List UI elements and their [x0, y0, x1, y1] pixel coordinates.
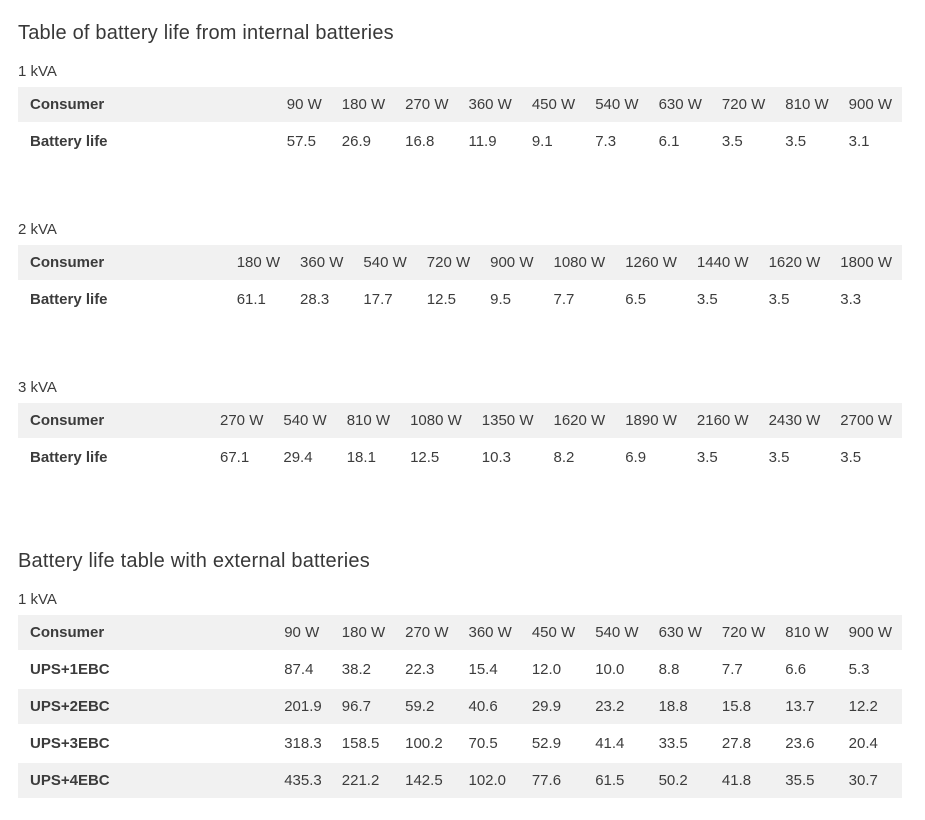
wattage-header-cell: 540 W [585, 615, 648, 651]
consumer-header-cell: Consumer [18, 615, 274, 651]
header-row [18, 245, 902, 281]
battery-life-value-cell: 9.5 [480, 281, 543, 318]
wattage-header-cell: 630 W [649, 615, 712, 651]
table-row [18, 123, 902, 160]
wattage-header-cell: 720 W [712, 87, 775, 123]
battery-life-value-cell: 3.5 [830, 439, 902, 476]
battery-life-value-cell: 61.5 [585, 762, 648, 799]
battery-life-value-cell: 23.6 [775, 725, 838, 762]
battery-life-value-cell: 3.1 [839, 123, 902, 160]
battery-life-value-cell: 38.2 [332, 651, 395, 688]
row-label-cell: UPS+3EBC [18, 725, 274, 762]
wattage-header-cell: 180 W [332, 615, 395, 651]
wattage-header-cell: 2430 W [759, 403, 831, 439]
battery-life-value-cell: 29.4 [273, 439, 336, 476]
wattage-header-cell: 180 W [332, 87, 395, 123]
battery-life-value-cell: 6.1 [649, 123, 712, 160]
wattage-header-cell: 900 W [839, 87, 902, 123]
battery-life-value-cell: 17.7 [353, 281, 416, 318]
battery-life-value-cell: 102.0 [458, 762, 521, 799]
internal-2kva-label: 2 kVA [18, 221, 57, 238]
consumer-header-cell: Consumer [18, 403, 210, 439]
battery-life-value-cell: 15.4 [458, 651, 521, 688]
battery-life-value-cell: 50.2 [649, 762, 712, 799]
wattage-header-cell: 360 W [458, 87, 521, 123]
wattage-header-cell: 720 W [417, 245, 480, 281]
battery-life-value-cell: 7.7 [543, 281, 615, 318]
wattage-header-cell: 180 W [227, 245, 290, 281]
external-batteries-title: Battery life table with external batteries [18, 550, 370, 572]
battery-life-value-cell: 77.6 [522, 762, 585, 799]
battery-life-value-cell: 40.6 [458, 688, 521, 725]
battery-life-value-cell: 100.2 [395, 725, 458, 762]
wattage-header-cell: 540 W [273, 403, 336, 439]
battery-life-value-cell: 18.1 [337, 439, 400, 476]
battery-life-value-cell: 6.9 [615, 439, 687, 476]
battery-life-value-cell: 11.9 [458, 123, 521, 160]
wattage-header-cell: 270 W [210, 403, 273, 439]
battery-life-value-cell: 3.5 [775, 123, 838, 160]
wattage-header-cell: 1620 W [759, 245, 831, 281]
wattage-header-cell: 360 W [458, 615, 521, 651]
row-label-cell: UPS+4EBC [18, 762, 274, 799]
battery-life-value-cell: 3.3 [830, 281, 902, 318]
battery-life-value-cell: 23.2 [585, 688, 648, 725]
battery-life-value-cell: 7.3 [585, 123, 648, 160]
wattage-header-cell: 2700 W [830, 403, 902, 439]
battery-life-value-cell: 3.5 [759, 439, 831, 476]
internal-2kva-block [18, 221, 902, 319]
wattage-header-cell: 450 W [522, 615, 585, 651]
battery-life-value-cell: 12.5 [400, 439, 472, 476]
battery-life-value-cell: 67.1 [210, 439, 273, 476]
battery-life-value-cell: 22.3 [395, 651, 458, 688]
wattage-header-cell: 1620 W [543, 403, 615, 439]
wattage-header-cell: 1260 W [615, 245, 687, 281]
battery-life-value-cell: 70.5 [458, 725, 521, 762]
battery-life-value-cell: 61.1 [227, 281, 290, 318]
battery-life-value-cell: 12.5 [417, 281, 480, 318]
table-row [18, 651, 902, 688]
battery-life-value-cell: 5.3 [839, 651, 902, 688]
battery-life-value-cell: 15.8 [712, 688, 775, 725]
battery-life-value-cell: 12.0 [522, 651, 585, 688]
battery-life-value-cell: 27.8 [712, 725, 775, 762]
wattage-header-cell: 810 W [337, 403, 400, 439]
wattage-header-cell: 360 W [290, 245, 353, 281]
external-1kva-table [18, 615, 902, 800]
wattage-header-cell: 90 W [277, 87, 332, 123]
battery-life-value-cell: 13.7 [775, 688, 838, 725]
consumer-header-cell: Consumer [18, 245, 227, 281]
battery-life-value-cell: 41.8 [712, 762, 775, 799]
wattage-header-cell: 270 W [395, 87, 458, 123]
battery-life-value-cell: 3.5 [712, 123, 775, 160]
consumer-header-cell: Consumer [18, 87, 277, 123]
battery-life-value-cell: 29.9 [522, 688, 585, 725]
wattage-header-cell: 1890 W [615, 403, 687, 439]
battery-life-value-cell: 6.5 [615, 281, 687, 318]
table-row [18, 725, 902, 762]
wattage-header-cell: 1800 W [830, 245, 902, 281]
wattage-header-cell: 540 W [353, 245, 416, 281]
wattage-header-cell: 900 W [839, 615, 902, 651]
battery-life-value-cell: 52.9 [522, 725, 585, 762]
row-label-cell: Battery life [18, 123, 277, 160]
battery-life-value-cell: 9.1 [522, 123, 585, 160]
battery-life-value-cell: 7.7 [712, 651, 775, 688]
row-label-cell: UPS+2EBC [18, 688, 274, 725]
battery-life-value-cell: 6.6 [775, 651, 838, 688]
battery-life-value-cell: 59.2 [395, 688, 458, 725]
battery-life-value-cell: 10.3 [472, 439, 544, 476]
internal-1kva-block [18, 63, 902, 161]
battery-life-value-cell: 221.2 [332, 762, 395, 799]
battery-life-value-cell: 41.4 [585, 725, 648, 762]
battery-life-value-cell: 26.9 [332, 123, 395, 160]
battery-life-value-cell: 3.5 [687, 439, 759, 476]
battery-life-value-cell: 18.8 [649, 688, 712, 725]
section-internal-batteries [18, 20, 902, 477]
wattage-header-cell: 1080 W [543, 245, 615, 281]
row-label-cell: Battery life [18, 439, 210, 476]
battery-life-value-cell: 318.3 [274, 725, 332, 762]
header-row [18, 87, 902, 123]
battery-life-value-cell: 8.8 [649, 651, 712, 688]
section-external-batteries [18, 548, 902, 800]
wattage-header-cell: 810 W [775, 615, 838, 651]
internal-2kva-table [18, 245, 902, 319]
wattage-header-cell: 270 W [395, 615, 458, 651]
table-row [18, 762, 902, 799]
table-row [18, 281, 902, 318]
battery-life-value-cell: 16.8 [395, 123, 458, 160]
battery-life-value-cell: 12.2 [839, 688, 902, 725]
wattage-header-cell: 2160 W [687, 403, 759, 439]
battery-life-value-cell: 201.9 [274, 688, 332, 725]
battery-life-value-cell: 57.5 [277, 123, 332, 160]
internal-1kva-label: 1 kVA [18, 63, 57, 80]
row-label-cell: UPS+1EBC [18, 651, 274, 688]
table-row [18, 688, 902, 725]
battery-life-value-cell: 3.5 [687, 281, 759, 318]
external-1kva-block [18, 591, 902, 800]
internal-3kva-table [18, 403, 902, 477]
wattage-header-cell: 1440 W [687, 245, 759, 281]
battery-life-value-cell: 435.3 [274, 762, 332, 799]
internal-batteries-title: Table of battery life from internal batteries [18, 22, 394, 44]
battery-life-value-cell: 10.0 [585, 651, 648, 688]
row-label-cell: Battery life [18, 281, 227, 318]
battery-life-value-cell: 28.3 [290, 281, 353, 318]
battery-life-value-cell: 20.4 [839, 725, 902, 762]
battery-life-value-cell: 158.5 [332, 725, 395, 762]
wattage-header-cell: 1350 W [472, 403, 544, 439]
battery-life-value-cell: 96.7 [332, 688, 395, 725]
battery-life-value-cell: 8.2 [543, 439, 615, 476]
header-row [18, 403, 902, 439]
header-row [18, 615, 902, 651]
wattage-header-cell: 540 W [585, 87, 648, 123]
battery-life-value-cell: 87.4 [274, 651, 332, 688]
wattage-header-cell: 810 W [775, 87, 838, 123]
internal-1kva-table [18, 87, 902, 161]
battery-life-value-cell: 142.5 [395, 762, 458, 799]
external-1kva-label: 1 kVA [18, 591, 57, 608]
table-row [18, 439, 902, 476]
battery-life-value-cell: 35.5 [775, 762, 838, 799]
internal-3kva-label: 3 kVA [18, 379, 57, 396]
wattage-header-cell: 720 W [712, 615, 775, 651]
battery-life-value-cell: 33.5 [649, 725, 712, 762]
wattage-header-cell: 90 W [274, 615, 332, 651]
wattage-header-cell: 1080 W [400, 403, 472, 439]
battery-life-value-cell: 30.7 [839, 762, 902, 799]
wattage-header-cell: 630 W [649, 87, 712, 123]
internal-3kva-block [18, 379, 902, 477]
battery-life-value-cell: 3.5 [759, 281, 831, 318]
wattage-header-cell: 900 W [480, 245, 543, 281]
wattage-header-cell: 450 W [522, 87, 585, 123]
